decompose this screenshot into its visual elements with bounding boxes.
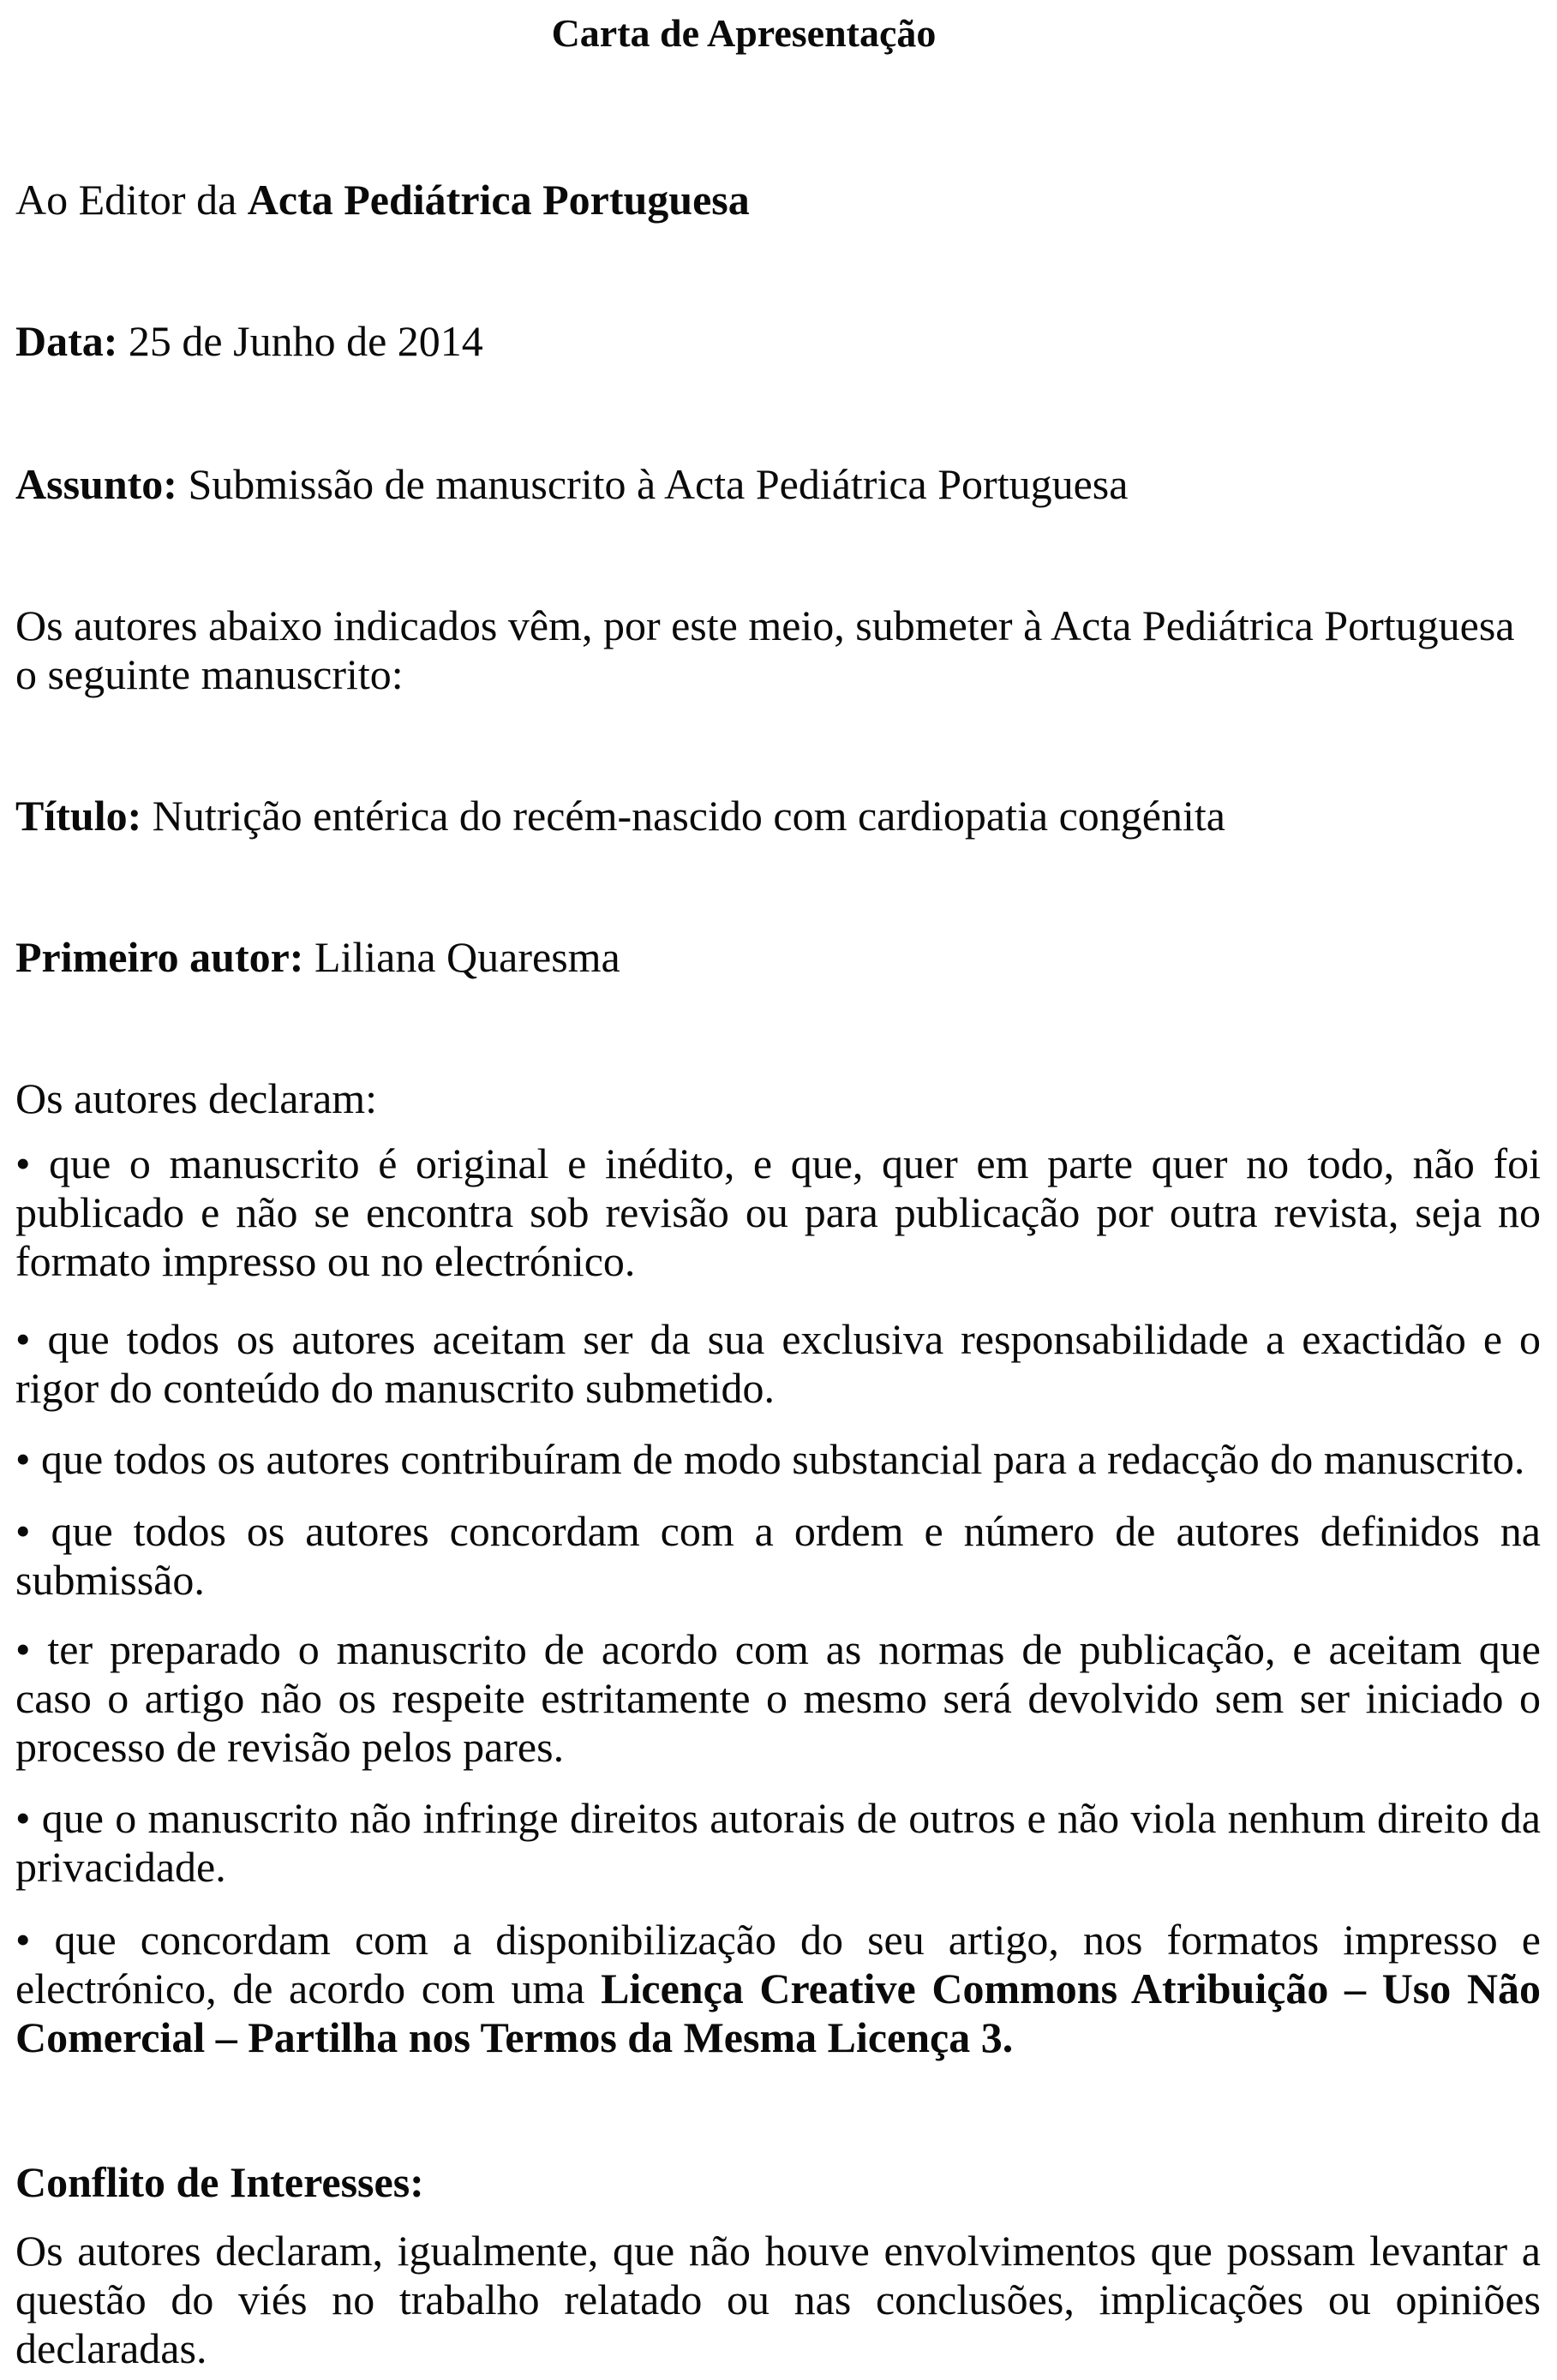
declarations-heading — [15, 1074, 1541, 1123]
declaration-item — [15, 1507, 1541, 1605]
declaration-item-license — [15, 1916, 1541, 2062]
conflict-line: Os autores declaram, igualmente, que não houve envolvimentos que possam levantar a — [15, 2227, 1541, 2275]
declaration-line: rigor do conteúdo do manuscrito submetido. — [15, 1364, 775, 1412]
manuscript-title-label: Título: — [15, 792, 142, 840]
date-field — [15, 317, 1541, 366]
first-author-value: Liliana Quaresma — [303, 933, 620, 981]
conflict-paragraph — [15, 2227, 1541, 2373]
declaration-item — [15, 1435, 1541, 1484]
declaration-item — [15, 1139, 1541, 1286]
declaration-line: • que todos os autores aceitam ser da sua exclusiva responsabilidade a exactidão e o — [15, 1315, 1541, 1363]
conflict-heading-text: Conflito de Interesses: — [15, 2158, 424, 2206]
document-title: Carta de Apresentação — [551, 11, 937, 55]
declaration-line: formato impresso ou no electrónico. — [15, 1237, 636, 1285]
subject-label: Assunto: — [15, 460, 177, 508]
intro-line: o seguinte manuscrito: — [15, 650, 404, 698]
addressee-prefix: Ao Editor da — [15, 176, 248, 224]
declaration-line: • que o manuscrito é original e inédito, e que, quer em parte quer no todo, não foi — [15, 1139, 1541, 1187]
journal-name: Acta Pediátrica Portuguesa — [247, 176, 750, 224]
intro-paragraph — [15, 601, 1541, 699]
subject-field — [15, 460, 1541, 509]
date-value: 25 de Junho de 2014 — [117, 317, 483, 365]
declaration-line: • que todos os autores contribuíram de modo substancial para a redacção do manuscrito. — [15, 1435, 1525, 1483]
conflict-heading — [15, 2158, 1541, 2207]
declaration-line: • ter preparado o manuscrito de acordo com as normas de publicação, e aceitam que — [15, 1625, 1541, 1673]
conflict-line: declaradas. — [15, 2324, 207, 2372]
first-author-label: Primeiro autor: — [15, 933, 304, 981]
conflict-line: questão do viés no trabalho relatado ou nas conclusões, implicações ou opiniões — [15, 2275, 1541, 2323]
declaration-line — [15, 1964, 1541, 2013]
intro-line: Os autores abaixo indicados vêm, por este meio, submeter à Acta Pediátrica Portuguesa — [15, 601, 1515, 649]
declarations-heading-text: Os autores declaram: — [15, 1074, 378, 1122]
declaration-line: submissão. — [15, 1556, 205, 1604]
declaration-item — [15, 1625, 1541, 1772]
declaration-line: • que concordam com a disponibilização do seu artigo, nos formatos impresso e — [15, 1916, 1541, 1964]
license-name: Licença Creative Commons Atribuição – Uso Não — [601, 1964, 1541, 2012]
license-name-continued: Comercial – Partilha nos Termos da Mesma Licença 3. — [15, 2013, 1014, 2061]
first-author-field — [15, 933, 1541, 982]
declaration-line: processo de revisão pelos pares. — [15, 1723, 565, 1771]
declaration-line: caso o artigo não os respeite estritamente o mesmo será devolvido sem ser iniciado o — [15, 1674, 1541, 1722]
date-label: Data: — [15, 317, 118, 365]
declaration-item — [15, 1794, 1541, 1892]
declaration-line: • que o manuscrito não infringe direitos autorais de outros e não viola nenhum direito da — [15, 1794, 1541, 1842]
license-intro-text: electrónico, de acordo com uma — [15, 1964, 602, 2012]
manuscript-title-value: Nutrição entérica do recém-nascido com cardiopatia congénita — [141, 792, 1225, 840]
declaration-line: • que todos os autores concordam com a ordem e número de autores definidos na — [15, 1507, 1541, 1555]
manuscript-title-field — [15, 792, 1541, 840]
declaration-item — [15, 1315, 1541, 1413]
addressee-line — [15, 176, 1541, 224]
declaration-line: privacidade. — [15, 1843, 226, 1891]
subject-value: Submissão de manuscrito à Acta Pediátrica Portuguesa — [177, 460, 1129, 508]
declaration-line: publicado e não se encontra sob revisão ou para publicação por outra revista, seja no — [15, 1188, 1541, 1236]
